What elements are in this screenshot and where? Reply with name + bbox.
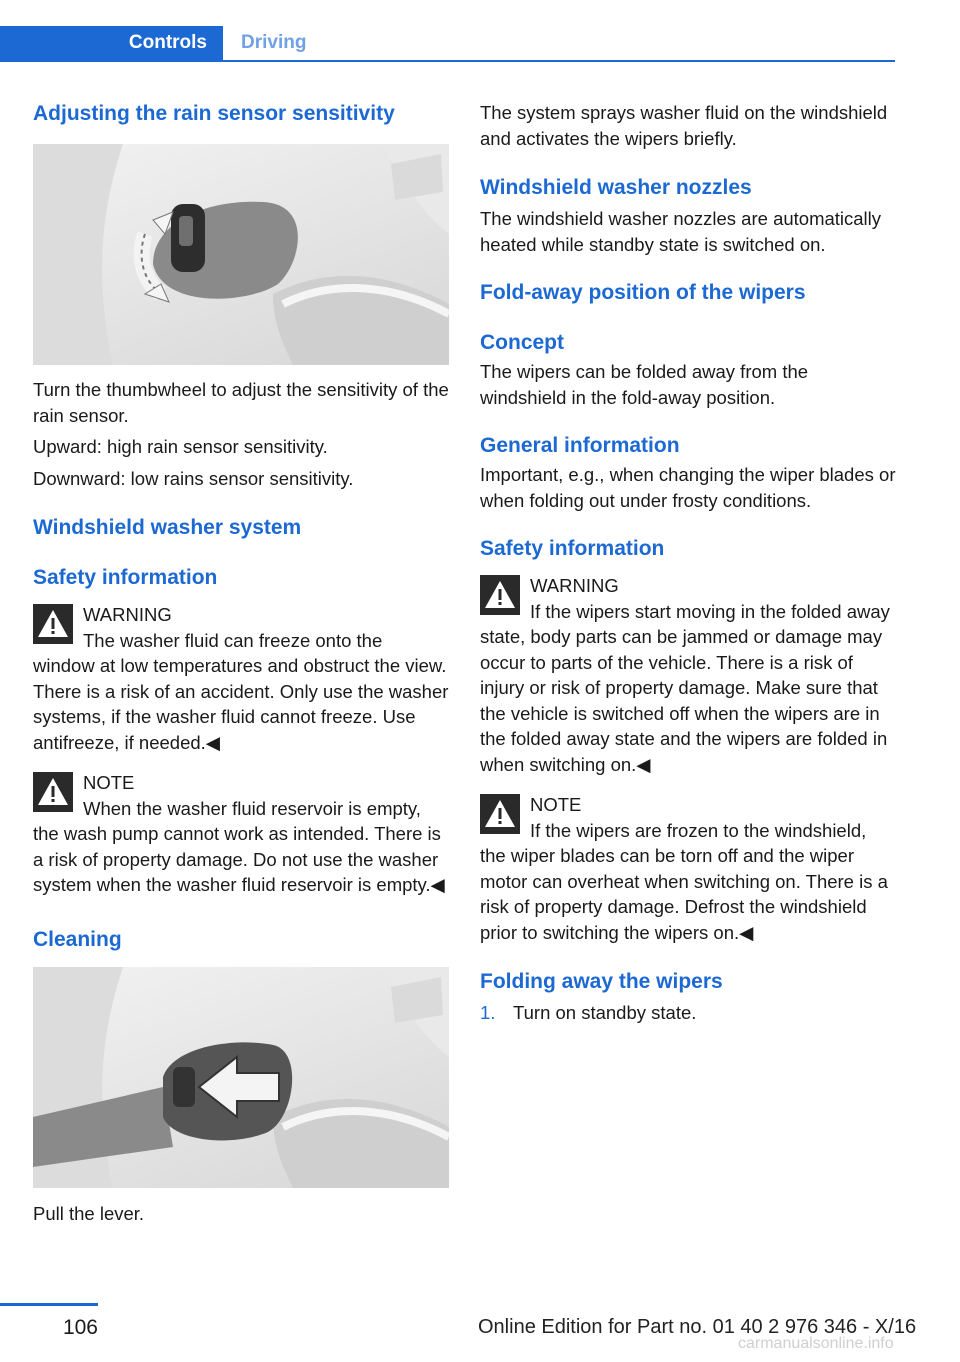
- paragraph-sprays: The system sprays washer fluid on the windshield and activates the wipers briefly.: [480, 102, 888, 149]
- note-label: NOTE: [83, 772, 135, 793]
- warning-triangle-icon: [480, 575, 520, 615]
- heading-rain-sensor: Adjusting the rain sensor sensitivity: [33, 102, 395, 125]
- paragraph-pull-lever: Pull the lever.: [33, 1202, 145, 1224]
- footer-rule: [0, 1303, 98, 1306]
- paragraph-general: Important, e.g., when changing the wiper blades or when folding out under frosty conditions.: [480, 464, 896, 511]
- step-number: 1.: [480, 1002, 496, 1023]
- heading-cleaning: Cleaning: [33, 927, 122, 951]
- heading-fold-away: Fold-away position of the wipers: [480, 281, 806, 304]
- heading-washer-nozzles: Windshield washer nozzles: [480, 176, 752, 199]
- heading-washer-system: Windshield washer system: [33, 516, 302, 539]
- note-notice: [33, 770, 449, 898]
- note-notice-right: [480, 792, 896, 945]
- warning-label-right: WARNING: [530, 575, 619, 596]
- warning-notice-right: [480, 573, 896, 777]
- step-text: Turn on standby state.: [513, 1002, 697, 1023]
- paragraph-nozzles: The windshield washer nozzles are automatically heated while standby state is switched on.: [480, 208, 882, 255]
- page-number: 106: [62, 1316, 98, 1339]
- paragraph-turn-thumbwheel: Turn the thumbwheel to adjust the sensitivity of the rain sensor.: [33, 379, 449, 426]
- paragraph-downward: Downward: low rains sensor sensitivity.: [33, 467, 354, 489]
- note-text: When the washer fluid reservoir is empty, the wash pump cannot work as intended. There is a risk of property damage. Do not use the washer system when the washer fluid reservoir is empty.◀: [33, 797, 445, 895]
- warning-triangle-icon: [480, 794, 520, 834]
- warning-text: The washer fluid can freeze onto the window at low temperatures and obstruct the view. There is a risk of an accident. Only use the washer systems, if the washer fluid cannot freeze. Use antifreeze, if needed.◀: [33, 629, 449, 753]
- heading-concept: Concept: [480, 331, 564, 354]
- list-item: [480, 1000, 896, 1026]
- note-label-right: NOTE: [530, 794, 582, 815]
- heading-folding-away: Folding away the wipers: [480, 970, 723, 993]
- lever-illustration: [33, 967, 449, 1188]
- warning-notice: [33, 602, 449, 755]
- thumbwheel-illustration: [33, 144, 449, 365]
- warning-text-right: If the wipers start moving in the folded away state, body parts can be jammed or damage may occur to parts of the vehicle. There is a risk of injury or risk of property damage. Make sure that the vehicle is switched off when the wipers are in the folded away state and the wipers are folded in when switching on.◀: [480, 600, 890, 775]
- edition-text: Online Edition for Part no. 01 40 2 976 346 - X/16: [478, 1316, 917, 1338]
- right-column: [480, 100, 896, 1026]
- heading-safety-information: Safety information: [33, 566, 218, 589]
- paragraph-upward: Upward: high rain sensor sensitivity.: [33, 436, 328, 457]
- warning-label: WARNING: [83, 604, 172, 625]
- paragraph-concept: The wipers can be folded away from the windshield in the fold-away position.: [480, 361, 809, 408]
- note-text-right: If the wipers are frozen to the windshield, the wiper blades can be torn off and the wiper motor can overheat when switching on. There is a risk of property damage. Defrost the windshield prior to switching the wipers on.◀: [480, 819, 888, 943]
- warning-triangle-icon: [33, 604, 73, 644]
- chapter-tabs: [0, 26, 895, 62]
- header-divider: [0, 60, 895, 62]
- heading-safety-information-right: Safety information: [480, 537, 665, 560]
- tab-controls[interactable]: Controls: [0, 26, 223, 60]
- watermark: carmanualsonline.info: [738, 1335, 894, 1352]
- tab-driving[interactable]: Driving: [241, 32, 307, 53]
- left-column: [33, 100, 449, 1226]
- heading-general-information: General information: [480, 434, 680, 457]
- warning-triangle-icon: [33, 772, 73, 812]
